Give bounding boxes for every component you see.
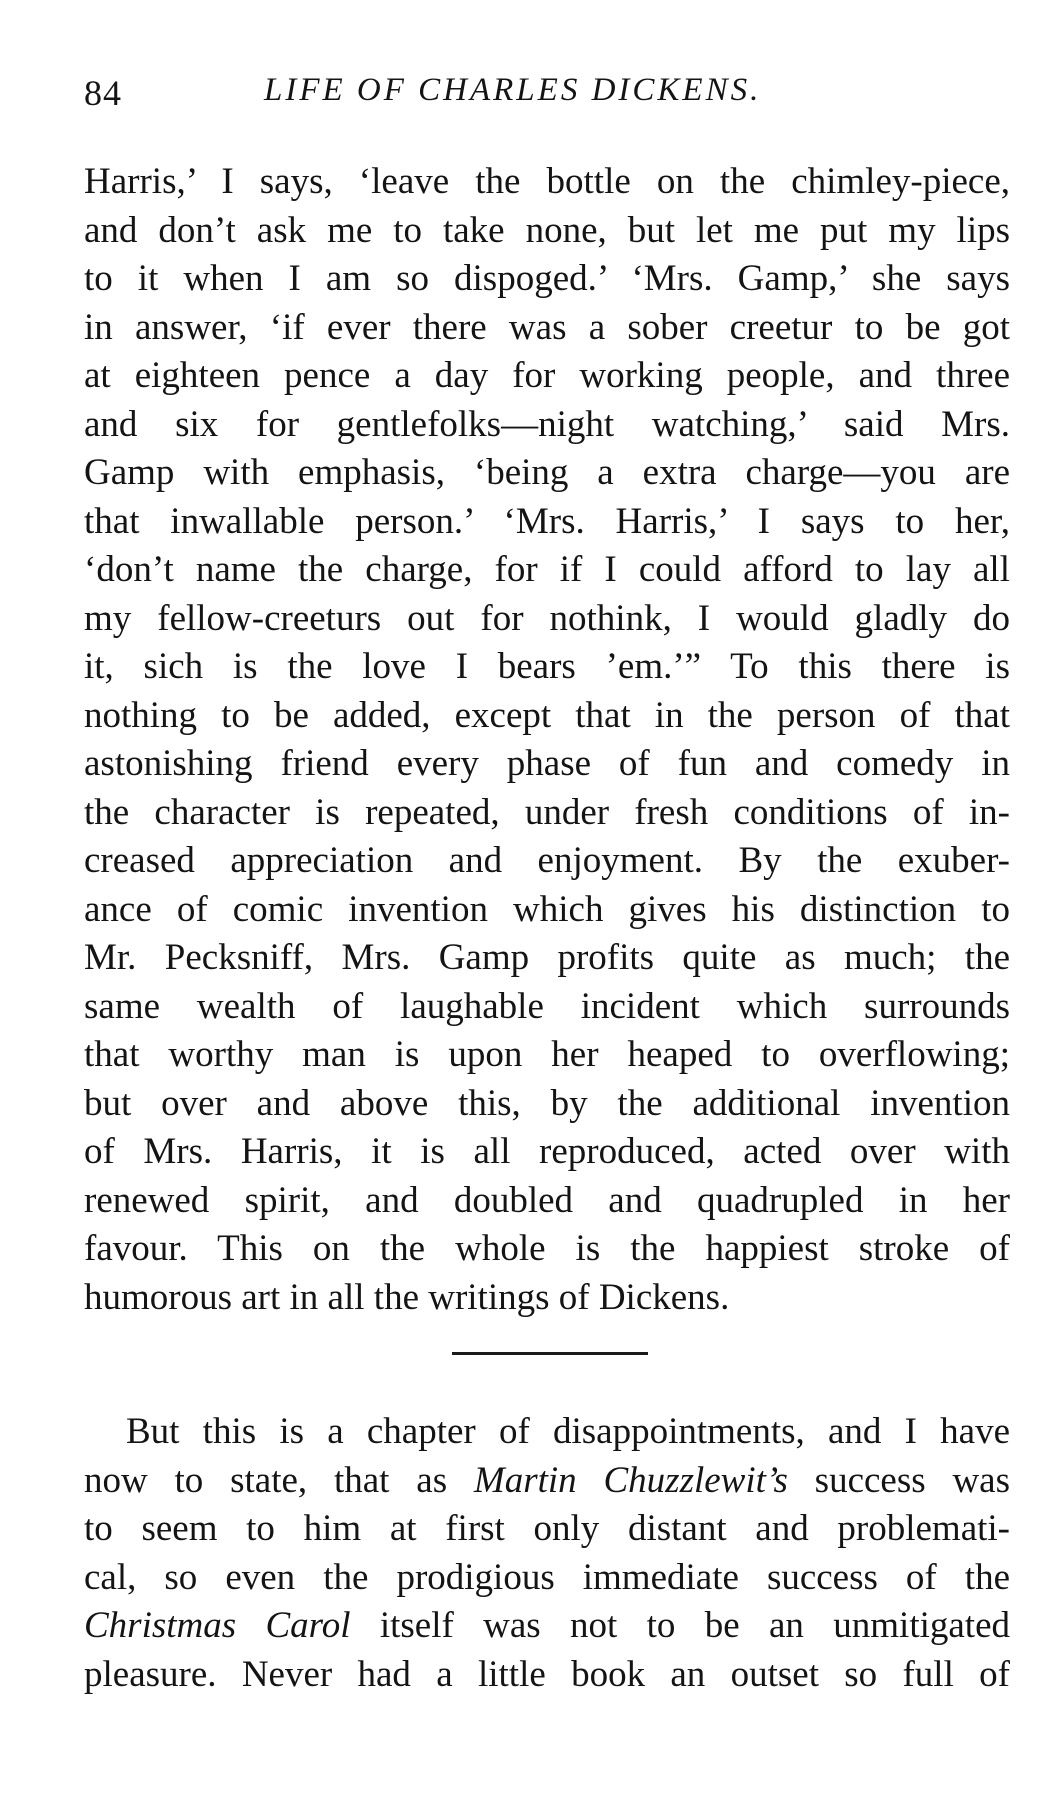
text-line: and six for gentlefolks—night watching,’ said Mrs. [84, 403, 1010, 445]
text-line: Mr. Pecksniff, Mrs. Gamp profits quite as much; the [84, 937, 1010, 978]
text-line: cal, so even the prodigious immediate success of the [84, 1556, 1010, 1598]
page-number: 84 [84, 73, 122, 113]
text-line: that worthy man is upon her heaped to overflowing; [84, 1034, 1010, 1075]
text-line: creased appreciation and enjoyment. By the exuber- [84, 840, 1010, 881]
text-line [84, 1457, 1010, 1506]
text-line: at eighteen pence a day for working people, and three [84, 355, 1010, 396]
text-line: ance of comic invention which gives his distinction to [84, 888, 1010, 930]
text-line: same wealth of laughable incident which surrounds [84, 985, 1010, 1027]
text-segment: now to state, that as [84, 1459, 474, 1501]
text-line: Gamp with emphasis, ‘being a extra charge—you are [84, 452, 1010, 493]
text-line: but over and above this, by the additional invention [84, 1082, 1010, 1124]
text-line: ‘don’t name the charge, for if I could afford to lay all [84, 549, 1010, 590]
book-title: Martin Chuzzlewit’s [473, 1459, 788, 1501]
text-line: But this is a chapter of disappointments, and I have [126, 1411, 1010, 1452]
paragraph-2 [84, 1408, 1010, 1699]
section-divider [452, 1352, 648, 1355]
text-line: it, sich is the love I bears ’em.’” To this there is [84, 646, 1010, 687]
text-line: the character is repeated, under fresh conditions of in- [84, 791, 1010, 833]
text-line: that inwallable person.’ ‘Mrs. Harris,’ I says to her, [84, 500, 1010, 542]
text-line: humorous art in all the writings of Dickens. [84, 1276, 730, 1318]
text-line [84, 1602, 1010, 1651]
text-line: my fellow-creeturs out for nothink, I would gladly do [84, 597, 1010, 639]
text-line: of Mrs. Harris, it is all reproduced, acted over with [84, 1131, 1010, 1172]
text-line: Harris,’ I says, ‘leave the bottle on the chimley-piece, [84, 161, 1010, 202]
text-line: to seem to him at first only distant and problemati- [84, 1508, 1010, 1549]
text-line: favour. This on the whole is the happiest stroke of [84, 1228, 1010, 1269]
page-header [84, 64, 1010, 124]
text-line: pleasure. Never had a little book an outset so full of [84, 1653, 1010, 1695]
text-line: nothing to be added, except that in the person of that [84, 694, 1010, 736]
paragraph-1 [84, 158, 1010, 1322]
running-title: LIFE OF CHARLES DICKENS. [264, 72, 762, 108]
text-line: astonishing friend every phase of fun and comedy in [84, 743, 1010, 784]
text-segment: success was [787, 1459, 1010, 1501]
text-line: and don’t ask me to take none, but let me put my lips [84, 209, 1010, 251]
text-line: renewed spirit, and doubled and quadrupled in her [84, 1179, 1010, 1221]
text-segment: itself was not to be an unmitigated [350, 1605, 1011, 1646]
book-title: Christmas Carol [84, 1605, 351, 1646]
text-line: to it when I am so dispoged.’ ‘Mrs. Gamp,’ she says [84, 258, 1010, 299]
text-line: in answer, ‘if ever there was a sober creetur to be got [84, 306, 1010, 348]
